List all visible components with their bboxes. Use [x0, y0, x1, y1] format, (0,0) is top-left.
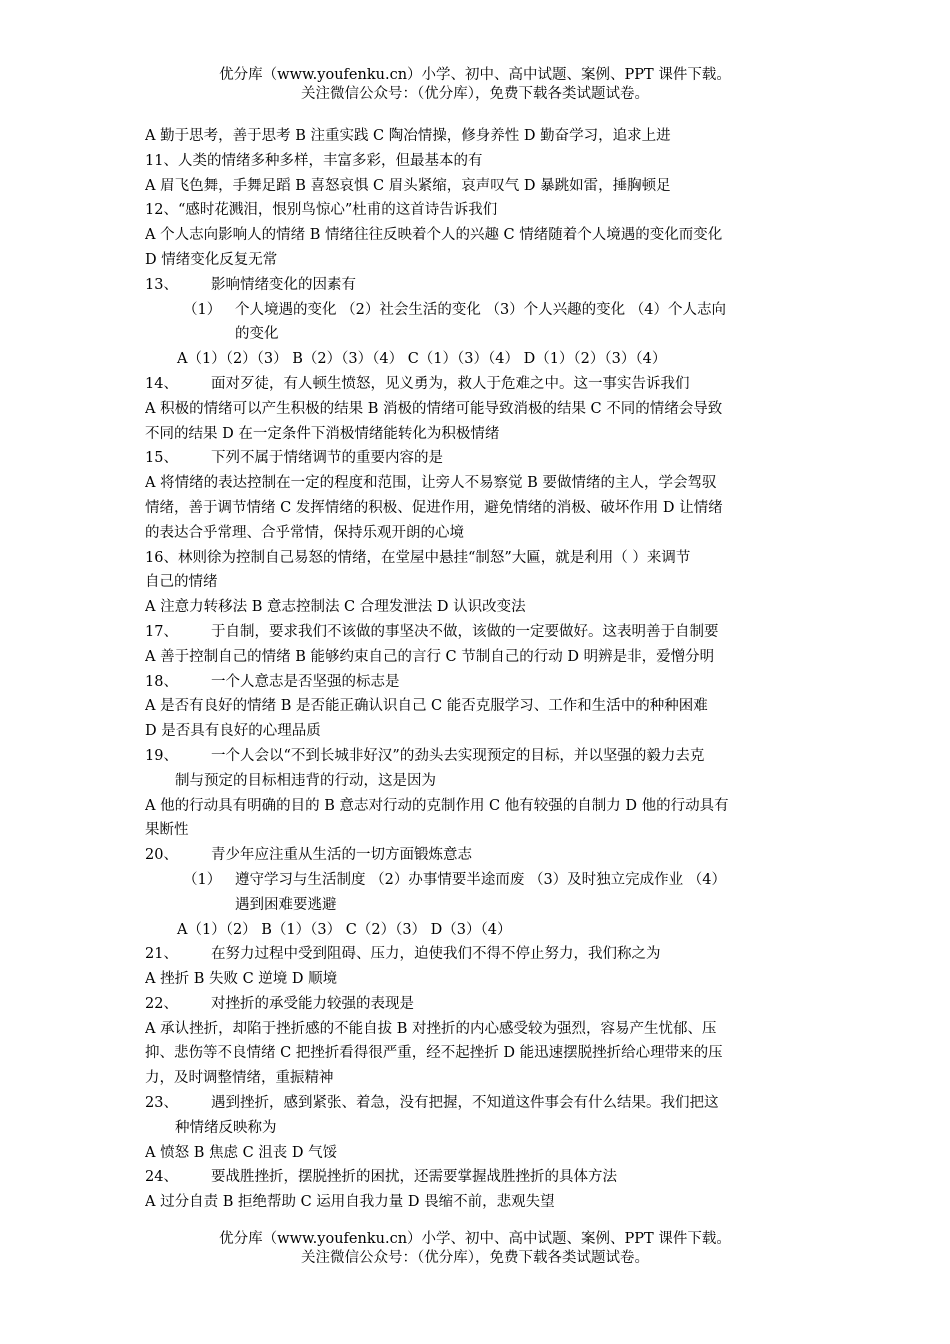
header-line-2: 关注微信公众号：（优分库），免费下载各类试题试卷。 — [301, 86, 649, 102]
q19-stem-line — [145, 744, 807, 769]
q22-stem-line — [145, 992, 807, 1017]
q20-sub-line-1 — [145, 868, 807, 893]
q11-options: A 眉飞色舞，手舞足蹈 B 喜怒哀惧 C 眉头紧缩，哀声叹气 D 暴跳如雷，捶胸顿足 — [145, 177, 671, 194]
q11-stem: 11、人类的情绪多种多样，丰富多彩，但最基本的有 — [145, 152, 483, 169]
q13-sub-number: （1） — [183, 301, 222, 318]
q21-stem: 在努力过程中受到阻碍、压力，迫使我们不得不停止努力，我们称之为 — [211, 946, 661, 963]
q13-sub-2: 的变化 — [235, 326, 279, 343]
q14-options-2: 不同的结果 D 在一定条件下消极情绪能转化为积极情绪 — [145, 425, 500, 442]
q14-stem-line — [145, 372, 807, 397]
q22-number: 22、 — [145, 995, 178, 1012]
q23-stem-1: 遇到挫折，感到紧张、着急，没有把握，不知道这件事会有什么结果。我们把这 — [211, 1095, 719, 1112]
q20-stem: 青少年应注重从生活的一切方面锻炼意志 — [211, 847, 472, 864]
q17-stem-line — [145, 620, 807, 645]
q13-sub-1: 个人境遇的变化 （2）社会生活的变化 （3）个人兴趣的变化 （4）个人志向 — [235, 301, 727, 318]
question-list — [145, 124, 807, 1215]
q22-options-1: A 承认挫折，却陷于挫折感的不能自拔 B 对挫折的内心感受较为强烈，容易产生忧郁、压 — [145, 1020, 717, 1037]
q20-options: A（1）（2） B（1）（3） C（2）（3） D（3）（4） — [177, 921, 512, 938]
q13-stem-line — [145, 273, 807, 298]
q24-number: 24、 — [145, 1169, 178, 1186]
q17-number: 17、 — [145, 623, 178, 640]
q18-options-1: A 是否有良好的情绪 B 是否能正确认识自己 C 能否克服学习、工作和生活中的种种困难 — [145, 698, 708, 715]
q15-options-3: 的表达合乎常理、合乎常情，保持乐观开朗的心境 — [145, 524, 464, 541]
q24-stem-line — [145, 1165, 807, 1190]
q20-stem-line — [145, 843, 807, 868]
q14-number: 14、 — [145, 375, 178, 392]
footer-line-2: 关注微信公众号：（优分库），免费下载各类试题试卷。 — [301, 1250, 649, 1266]
q15-options-2: 情绪，善于调节情绪 C 发挥情绪的积极、促进作用，避免情绪的消极、破坏作用 D 让情绪 — [145, 499, 723, 516]
q12-options-1: A 个人志向影响人的情绪 B 情绪往往反映着个人的兴趣 C 情绪随着个人境遇的变化而变化 — [145, 227, 723, 244]
q23-stem-2: 种情绪反映称为 — [175, 1119, 277, 1136]
q13-stem: 影响情绪变化的因素有 — [211, 276, 356, 293]
page-footer — [0, 1230, 950, 1268]
q18-stem: 一个人意志是否坚强的标志是 — [211, 673, 400, 690]
q24-stem: 要战胜挫折，摆脱挫折的困扰，还需要掌握战胜挫折的具体方法 — [211, 1169, 617, 1186]
q19-stem-2: 制与预定的目标相违背的行动，这是因为 — [175, 772, 436, 789]
q15-stem-line — [145, 446, 807, 471]
q13-options: A（1）（2）（3） B（2）（3）（4） C（1）（3）（4） D（1）（2）（3）（4） — [177, 351, 667, 368]
q10-options: A 勤于思考，善于思考 B 注重实践 C 陶冶情操，修身养性 D 勤奋学习，追求上进 — [145, 128, 671, 144]
q12-stem: 12、“感时花溅泪，恨别鸟惊心”杜甫的这首诗告诉我们 — [145, 202, 498, 219]
q19-number: 19、 — [145, 747, 178, 764]
q21-stem-line — [145, 942, 807, 967]
q17-options: A 善于控制自己的情绪 B 能够约束自己的言行 C 节制自己的行动 D 明辨是非，爱憎分明 — [145, 648, 715, 665]
q21-options: A 挫折 B 失败 C 逆境 D 顺境 — [145, 971, 338, 988]
q22-stem: 对挫折的承受能力较强的表现是 — [211, 995, 414, 1012]
q19-options-2: 果断性 — [145, 822, 189, 839]
footer-line-1: 优分库（www.youfenku.cn）小学、初中、高中试题、案例、PPT 课件下载。 — [219, 1231, 731, 1247]
q24-options: A 过分自责 B 拒绝帮助 C 运用自我力量 D 畏缩不前，悲观失望 — [145, 1194, 555, 1211]
q23-stem-line — [145, 1091, 807, 1116]
q12-options-2: D 情绪变化反复无常 — [145, 251, 278, 268]
page-header — [0, 66, 950, 104]
q18-stem-line — [145, 670, 807, 695]
q23-options: A 愤怒 B 焦虑 C 沮丧 D 气馁 — [145, 1144, 338, 1161]
q22-options-2: 抑、悲伤等不良情绪 C 把挫折看得很严重，经不起挫折 D 能迅速摆脱挫折给心理带来的压 — [145, 1045, 723, 1062]
q22-options-3: 力，及时调整情绪，重振精神 — [145, 1070, 334, 1087]
q16-stem-1: 16、林则徐为控制自己易怒的情绪，在堂屋中悬挂“制怒”大匾，就是利用（ ）来调节 — [145, 549, 691, 566]
q16-options: A 注意力转移法 B 意志控制法 C 合理发泄法 D 认识改变法 — [145, 599, 526, 616]
q20-sub-2: 遇到困难要逃避 — [235, 896, 337, 913]
q13-sub-line-1 — [145, 298, 807, 323]
q18-options-2: D 是否具有良好的心理品质 — [145, 723, 321, 740]
q23-number: 23、 — [145, 1095, 178, 1112]
q15-options-1: A 将情绪的表达控制在一定的程度和范围，让旁人不易察觉 B 要做情绪的主人，学会驾驭 — [145, 475, 717, 492]
q17-stem: 于自制，要求我们不该做的事坚决不做，该做的一定要做好。这表明善于自制要 — [211, 623, 719, 640]
q19-stem-1: 一个人会以“不到长城非好汉”的劲头去实现预定的目标，并以坚强的毅力去克 — [211, 747, 705, 764]
q14-options-1: A 积极的情绪可以产生积极的结果 B 消极的情绪可能导致消极的结果 C 不同的情绪会导致 — [145, 400, 723, 417]
q20-sub-1: 遵守学习与生活制度 （2）办事情要半途而废 （3）及时独立完成作业 （4） — [235, 871, 727, 888]
q16-stem-2: 自己的情绪 — [145, 574, 218, 591]
header-line-1: 优分库（www.youfenku.cn）小学、初中、高中试题、案例、PPT 课件下载。 — [219, 67, 731, 83]
q14-stem: 面对歹徒，有人顿生愤怒，见义勇为，救人于危难之中。这一事实告诉我们 — [211, 375, 690, 392]
q20-sub-number: （1） — [183, 871, 222, 888]
q19-options-1: A 他的行动具有明确的目的 B 意志对行动的克制作用 C 他有较强的自制力 D 他的行动具有 — [145, 797, 729, 814]
q15-stem: 下列不属于情绪调节的重要内容的是 — [211, 450, 443, 467]
q15-number: 15、 — [145, 450, 178, 467]
q18-number: 18、 — [145, 673, 178, 690]
q20-number: 20、 — [145, 847, 178, 864]
q13-number: 13、 — [145, 276, 178, 293]
q21-number: 21、 — [145, 946, 178, 963]
